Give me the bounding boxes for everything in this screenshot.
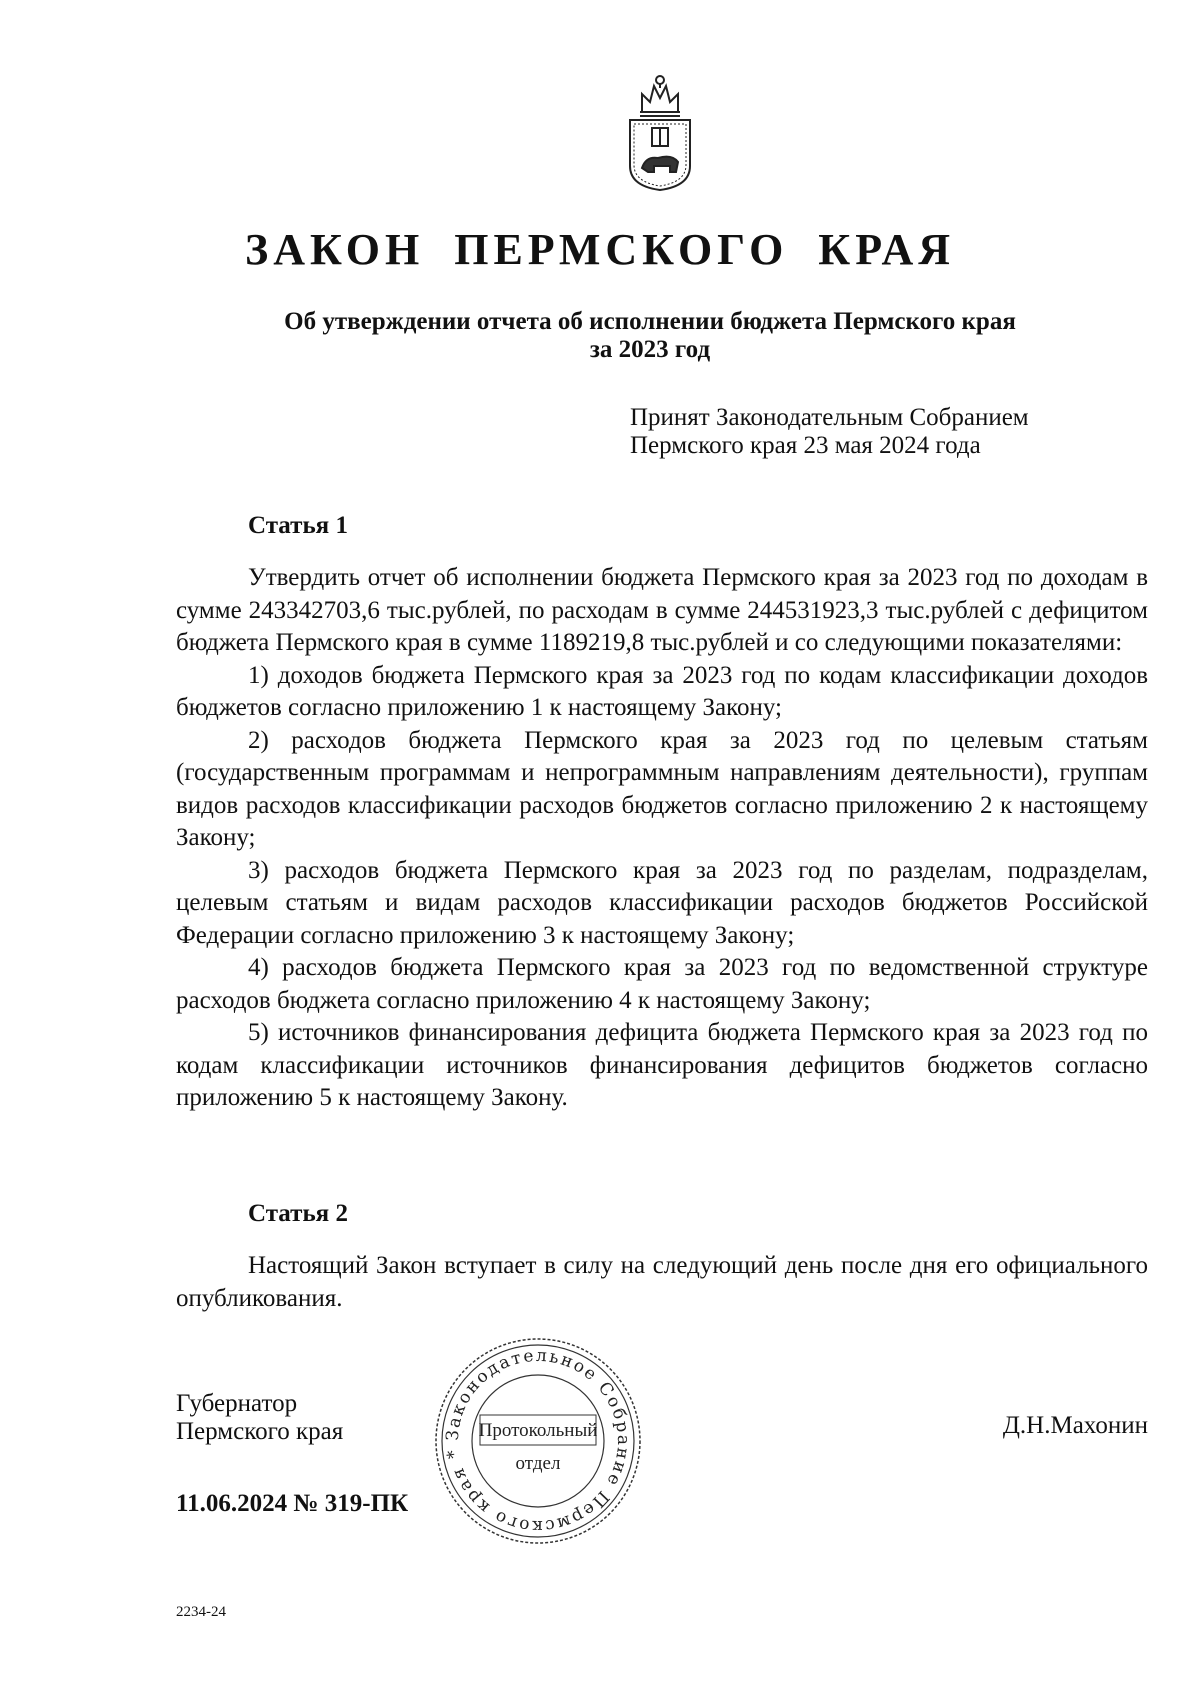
seal-center-line: Протокольный: [478, 1420, 598, 1441]
signer-title: [176, 1390, 476, 1446]
article-list-item: 5) источников финансирования дефицита бюджета Пермского края за 2023 год по кодам классификации источников финансирования дефицитов бюджетов согласно приложению 5 к настоящему Закону.: [176, 1019, 1148, 1111]
article-list-item: 2) расходов бюджета Пермского края за 2023 год по целевым статьям (государственным программам и непрограммным направлениям деятельности), группам видов расходов классификации расходов бюджетов согласно приложению 2 к настоящему Закону;: [176, 726, 1148, 851]
law-title: ЗАКОН ПЕРМСКОГО КРАЯ: [244, 225, 956, 274]
article-2-heading: Статья 2: [248, 1200, 348, 1227]
law-subtitle-line: Об утверждении отчета об исполнении бюджета Пермского края: [284, 308, 1016, 335]
official-seal: [432, 1335, 644, 1547]
article-list-item: 3) расходов бюджета Пермского края за 2023 год по разделам, подразделам, целевым статьям и видам расходов классификации расходов бюджетов Российской Федерации согласно приложению 3 к настоящему Закону;: [176, 856, 1148, 949]
coat-of-arms-emblem: [624, 72, 696, 192]
article-paragraph: Утвердить отчет об исполнении бюджета Пермского края за 2023 год по доходам в сумме 243342703,6 тыс.рублей, по расходам в сумме 244531923,3 тыс.рублей с дефицитом бюджета Пермского края в сумме 1189219,8 тыс.рублей и со следующими показателями:: [176, 564, 1148, 656]
signer-name: Д.Н.Махонин: [1002, 1412, 1148, 1439]
adoption-note-line: Принят Законодательным Собранием: [630, 404, 1029, 431]
article-1-body: [176, 562, 1148, 1115]
seal-ring-text: Законодательное Собрание Пермского края *: [442, 1345, 634, 1537]
seal-center-line: отдел: [515, 1453, 561, 1474]
document-code: 2234-24: [176, 1604, 226, 1620]
article-list-item: 4) расходов бюджета Пермского края за 2023 год по ведомственной структуре расходов бюджета согласно приложению 4 к настоящему Закону;: [176, 954, 1148, 1014]
signer-title-line: Пермского края: [176, 1418, 344, 1445]
adoption-note: [630, 404, 1170, 460]
law-subtitle: [150, 308, 1150, 364]
article-2-body: [176, 1250, 1148, 1315]
law-date-number: 11.06.2024 № 319-ПК: [176, 1490, 409, 1517]
signer-title-line: Губернатор: [176, 1390, 298, 1417]
adoption-note-line: Пермского края 23 мая 2024 года: [630, 432, 981, 459]
article-list-item: 1) доходов бюджета Пермского края за 2023 год по кодам классификации доходов бюджетов согласно приложению 1 к настоящему Закону;: [176, 661, 1148, 721]
article-paragraph: Настоящий Закон вступает в силу на следующий день после дня его официального опубликования.: [176, 1252, 1148, 1312]
law-subtitle-line: за 2023 год: [589, 336, 711, 363]
article-1-heading: Статья 1: [248, 512, 348, 539]
